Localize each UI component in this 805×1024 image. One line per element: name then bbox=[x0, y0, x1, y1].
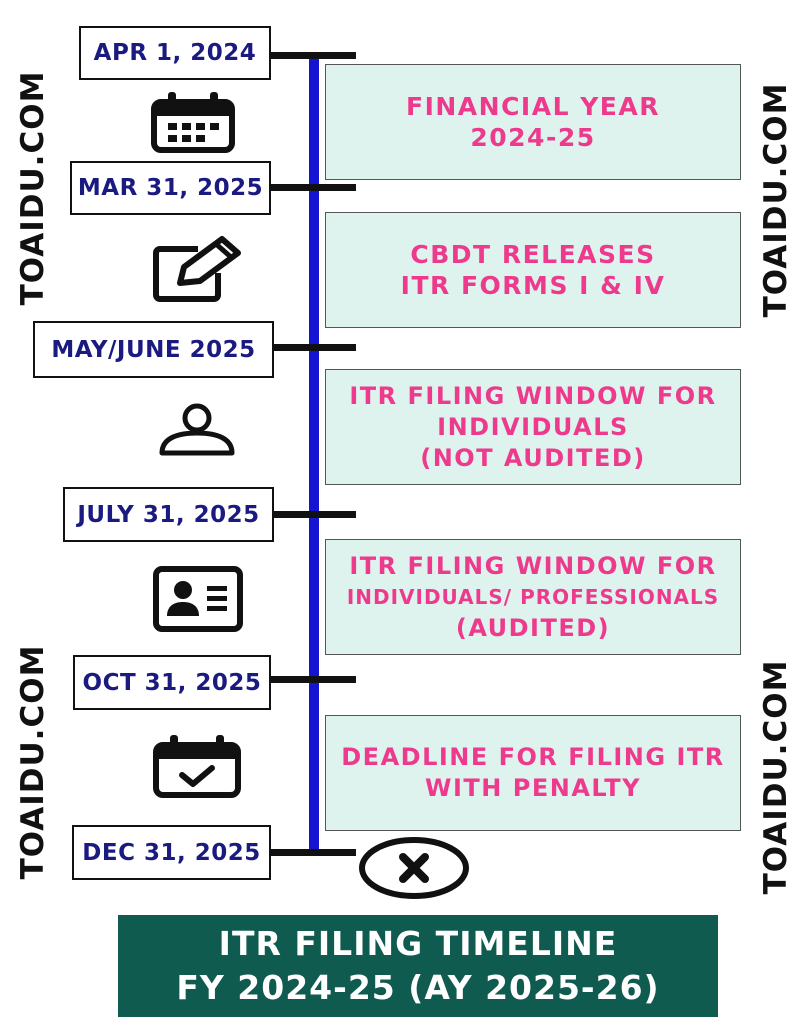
edit-icon bbox=[150, 235, 244, 303]
timeline-tick bbox=[270, 676, 356, 683]
calendar-check-icon bbox=[152, 735, 242, 799]
timeline-tick bbox=[272, 344, 356, 351]
timeline-title-banner bbox=[118, 915, 718, 1017]
date-label: OCT 31, 2025 bbox=[73, 655, 271, 710]
event-box bbox=[325, 64, 741, 180]
event-box bbox=[325, 369, 741, 485]
event-text: (NOT AUDITED) bbox=[420, 443, 646, 472]
event-text: CBDT RELEASES bbox=[410, 240, 656, 269]
timeline-tick bbox=[270, 184, 356, 191]
event-text: WITH PENALTY bbox=[425, 774, 641, 802]
watermark-left-bottom: TOAIDU.COM bbox=[15, 644, 51, 880]
footer-subtitle: FY 2024-25 (AY 2025-26) bbox=[176, 968, 660, 1007]
date-label: MAR 31, 2025 bbox=[70, 161, 271, 215]
timeline-tick bbox=[270, 52, 356, 59]
timeline-line bbox=[309, 58, 319, 853]
event-text: FINANCIAL YEAR bbox=[406, 92, 660, 121]
date-label: JULY 31, 2025 bbox=[63, 487, 274, 542]
date-label: APR 1, 2024 bbox=[79, 26, 271, 80]
event-text: ITR FILING WINDOW FOR bbox=[349, 551, 717, 580]
watermark-right-top: TOAIDU.COM bbox=[758, 82, 794, 318]
event-box bbox=[325, 212, 741, 328]
event-text: INDIVIDUALS bbox=[437, 412, 629, 441]
footer-title: ITR FILING TIMELINE bbox=[218, 924, 618, 963]
watermark-right-bottom: TOAIDU.COM bbox=[758, 659, 794, 895]
date-label: MAY/JUNE 2025 bbox=[33, 321, 274, 378]
calendar-icon bbox=[150, 92, 236, 154]
watermark-left-top: TOAIDU.COM bbox=[15, 70, 51, 306]
event-text: (AUDITED) bbox=[455, 613, 611, 642]
event-text: INDIVIDUALS/ PROFESSIONALS bbox=[346, 584, 720, 609]
event-text: ITR FILING WINDOW FOR bbox=[349, 381, 717, 410]
timeline-tick bbox=[272, 511, 356, 518]
event-text: DEADLINE FOR FILING ITR bbox=[341, 743, 725, 771]
event-text: ITR FORMS I & IV bbox=[400, 271, 666, 300]
event-box bbox=[325, 539, 741, 655]
event-text: 2024-25 bbox=[470, 123, 596, 152]
date-label: DEC 31, 2025 bbox=[72, 825, 271, 880]
close-circle-icon bbox=[357, 836, 471, 900]
id-card-icon bbox=[153, 566, 243, 632]
user-icon bbox=[156, 403, 238, 459]
timeline-tick bbox=[270, 849, 356, 856]
event-box bbox=[325, 715, 741, 831]
